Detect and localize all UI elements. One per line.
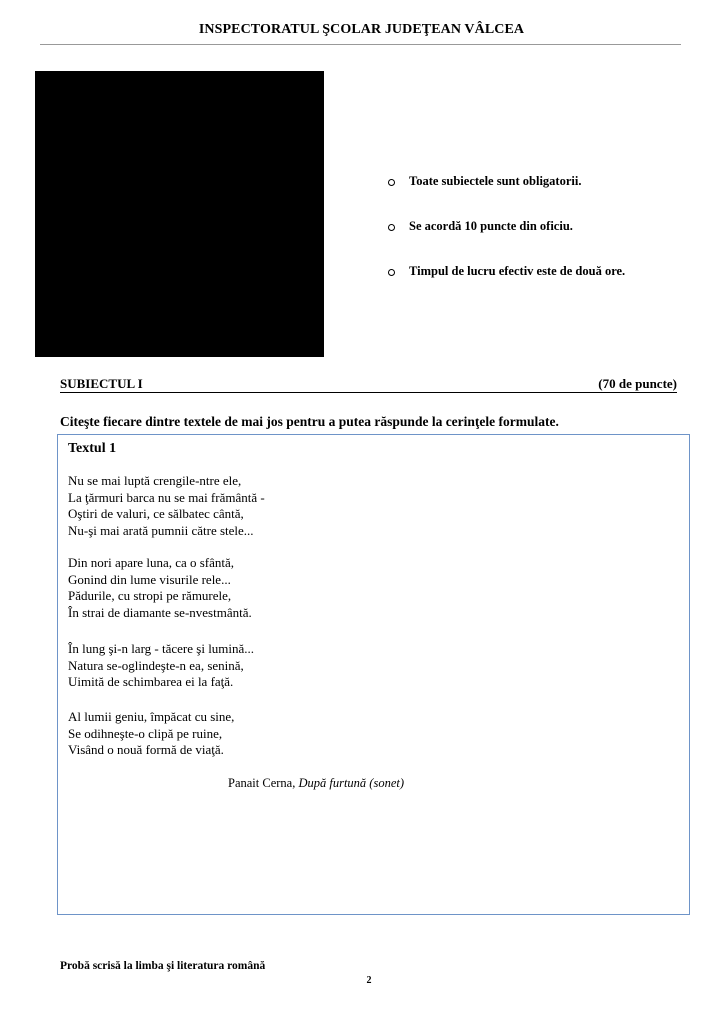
poem-line: Nu-şi mai arată pumnii către stele... <box>68 522 254 538</box>
poem-line: Al lumii geniu, împăcat cu sine, <box>68 709 235 724</box>
instruction-text: Citeşte fiecare dintre textele de mai jos pentru a putea răspunde la cerinţele formulate. <box>60 414 559 429</box>
poem-line: Natura se-oglindeşte-n ea, senină, <box>68 657 244 673</box>
circle-bullet-icon <box>388 269 395 276</box>
poem-line: Visând o nouă formă de viaţă. <box>68 742 224 757</box>
poem-line: În strai de diamante se-nvestmântă. <box>68 604 252 620</box>
header-title: INSPECTORATUL ŞCOLAR JUDEŢEAN VÂLCEA <box>198 22 525 37</box>
footer-label: Probă scrisă la limba şi literatura română <box>60 960 266 972</box>
rule-item <box>388 174 581 189</box>
poem-line: Se odihneşte-o clipă pe ruine, <box>68 725 223 741</box>
rule-text: Se acordă 10 puncte din oficiu. <box>409 219 573 233</box>
poem-stanza <box>68 473 265 539</box>
poem-line: Din nori apare luna, ca o sfântă, <box>68 555 235 570</box>
poem-line: Oştiri de valuri, ce sălbatec cântă, <box>68 506 244 521</box>
poem-stanza <box>68 555 252 621</box>
poem-line: Uimită de schimbarea ei la faţă. <box>68 674 234 689</box>
poem-line: La ţărmuri barca nu se mai frământă - <box>68 489 265 505</box>
work-title: După furtună (sonet) <box>298 776 405 790</box>
rule-item <box>388 219 573 234</box>
circle-bullet-icon <box>388 224 395 231</box>
text-title: Textul 1 <box>68 441 117 456</box>
header-divider <box>40 44 681 45</box>
poem-stanza <box>68 709 234 759</box>
poem-line: Nu se mai luptă crengile-ntre ele, <box>68 473 242 488</box>
page-number: 2 <box>366 975 372 986</box>
subject-title: SUBIECTUL I <box>60 376 143 391</box>
poem-stanza <box>68 641 254 691</box>
rule-text: Toate subiectele sunt obligatorii. <box>409 174 582 188</box>
poem-line: Gonind din lume visurile rele... <box>68 571 231 587</box>
rule-item <box>388 264 625 279</box>
poem-attribution <box>228 776 404 791</box>
author-name: Panait Cerna, <box>228 776 296 790</box>
subject-heading <box>60 376 677 393</box>
poem-line: Pădurile, cu stropi pe rămurele, <box>68 588 232 603</box>
redacted-block <box>35 71 324 357</box>
subject-points: (70 de puncte) <box>598 376 677 391</box>
rule-text: Timpul de lucru efectiv este de două ore. <box>409 264 626 278</box>
poem-line: În lung şi-n larg - tăcere şi lumină... <box>68 641 255 656</box>
circle-bullet-icon <box>388 179 395 186</box>
